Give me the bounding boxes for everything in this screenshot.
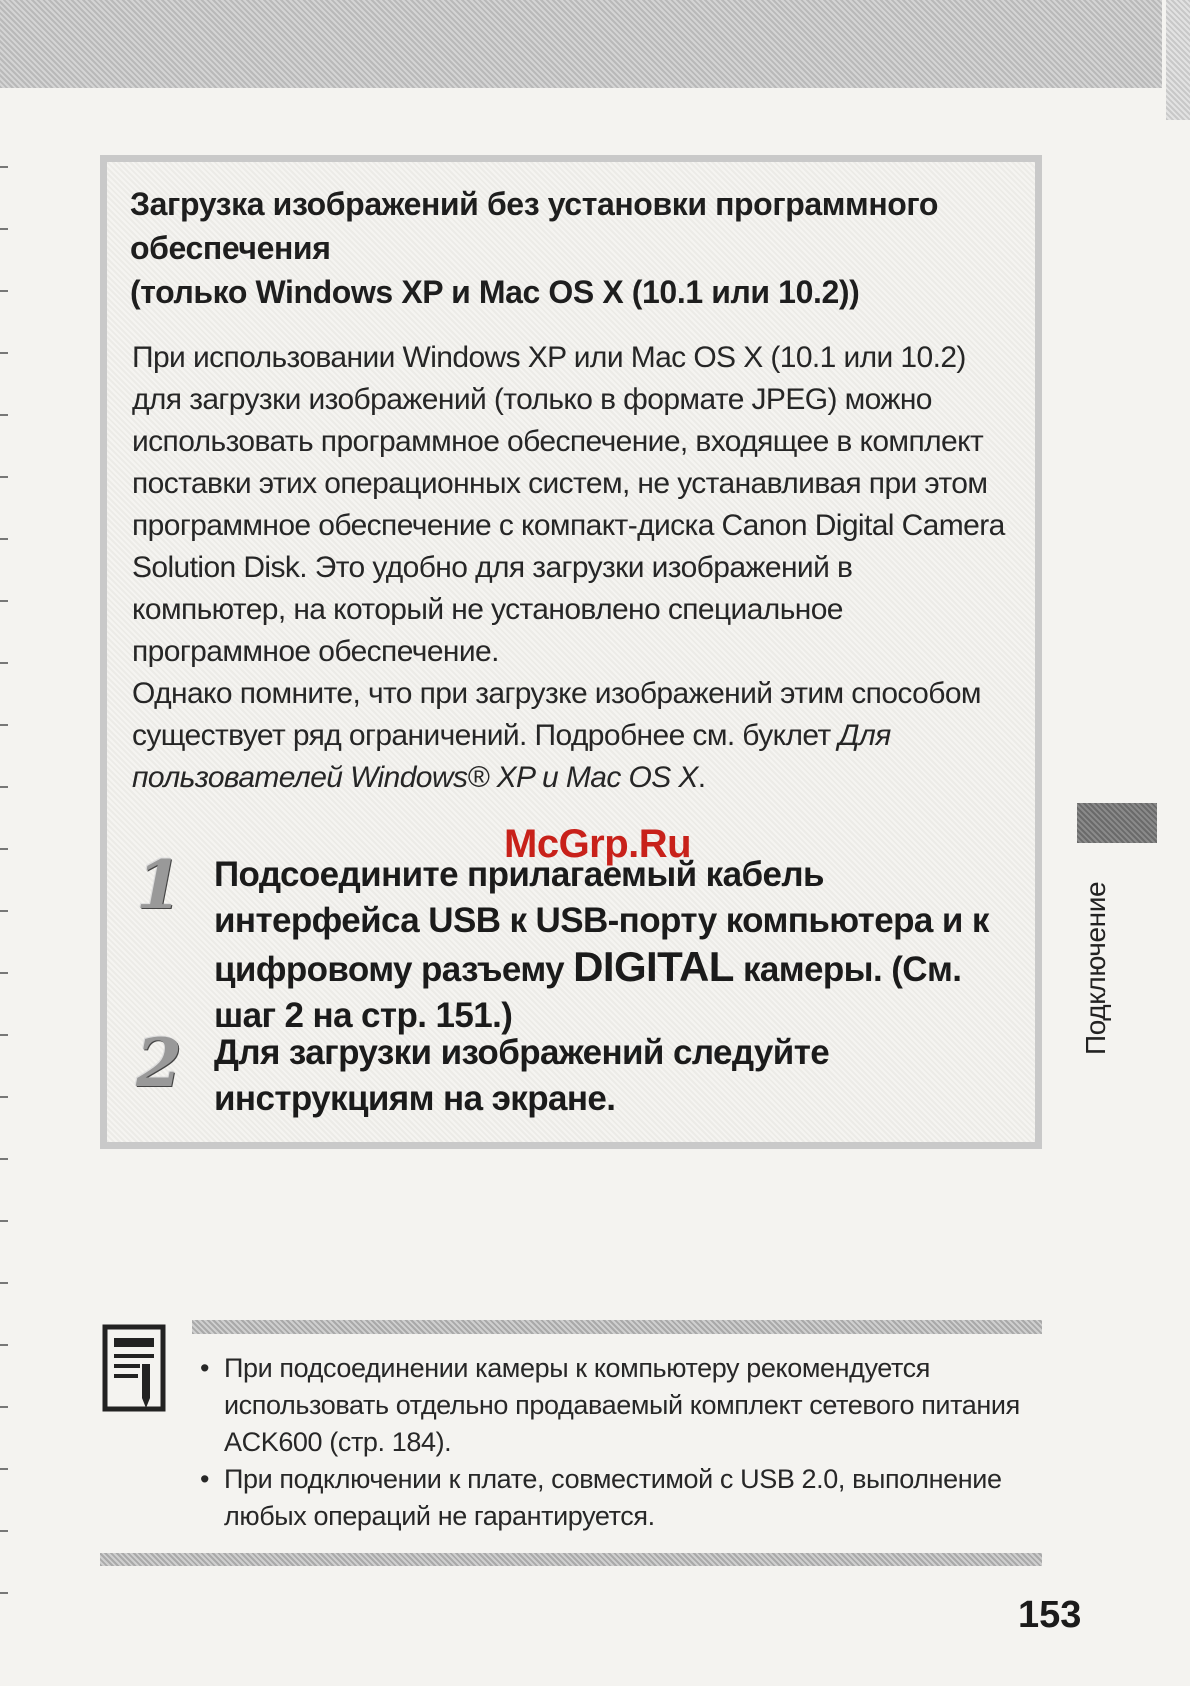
body-paragraph-1: При использовании Windows XP или Mac OS X (10.1 или 10.2) для загрузки изображений (только в формате JPEG) можно использовать программное обеспечение, входящее в комплект поставки этих операционных систем, не устанавливая при этом программное обеспечение с компакт-диска Canon Digital Camera Solution Disk. Это удобно для загрузки изображений в компьютер, на который не установлено специальное программное обеспечение.: [132, 341, 1005, 668]
step-1-text-b: камеры. (См. шаг 2 на стр. 151.): [214, 950, 962, 1035]
side-section-label: Подключение: [1080, 881, 1111, 1055]
watermark: McGrp.Ru: [504, 822, 692, 866]
digital-label: DIGITAL: [573, 943, 734, 990]
booklet-title: Для пользователей Windows® XP и Mac OS X: [132, 719, 891, 794]
top-header-bar-edge: [1166, 0, 1190, 120]
info-box-body: [132, 337, 1012, 799]
heading-line-1: Загрузка изображений без установки программного: [130, 186, 939, 222]
notes-list: [200, 1350, 1042, 1535]
page-number: 153: [1018, 1594, 1082, 1636]
left-margin-ticks: [0, 110, 8, 1630]
step-1-number: 1: [136, 846, 182, 924]
body-paragraph-2: [132, 673, 1012, 799]
bottom-divider-bar: [100, 1553, 1042, 1566]
heading-line-3: (только Windows XP и Mac OS X (10.1 или 10.2)): [130, 274, 860, 310]
side-tab-marker: [1077, 803, 1157, 843]
info-box-heading: [130, 182, 1010, 314]
note-header-bar: [192, 1320, 1042, 1334]
top-header-bar: [0, 0, 1162, 88]
body-paragraph-2-start: Однако помните, что при загрузке изображений этим способом существует ряд ограничений. Подробнее см. буклет: [132, 677, 981, 752]
memo-pencil-icon: [102, 1324, 166, 1412]
step-1-text-a: Подсоедините прилагаемый кабель интерфейса USB к USB-порту компьютера и к цифровому разъему: [214, 855, 989, 989]
step-2-text: Для загрузки изображений следуйте инструкциям на экране.: [214, 1033, 830, 1118]
step-1-text: [214, 852, 1014, 1039]
note-item: • При подключении к плате, совместимой с USB 2.0, выполнение любых операций не гарантируется.: [200, 1461, 1042, 1535]
heading-line-2: обеспечения: [130, 230, 331, 266]
body-paragraph-2-end: .: [697, 761, 706, 794]
step-2-number: 2: [136, 1024, 182, 1102]
note-item: • При подсоединении камеры к компьютеру рекомендуется использовать отдельно продаваемый комплект сетевого питания ACK600 (стр. 184).: [200, 1350, 1042, 1461]
